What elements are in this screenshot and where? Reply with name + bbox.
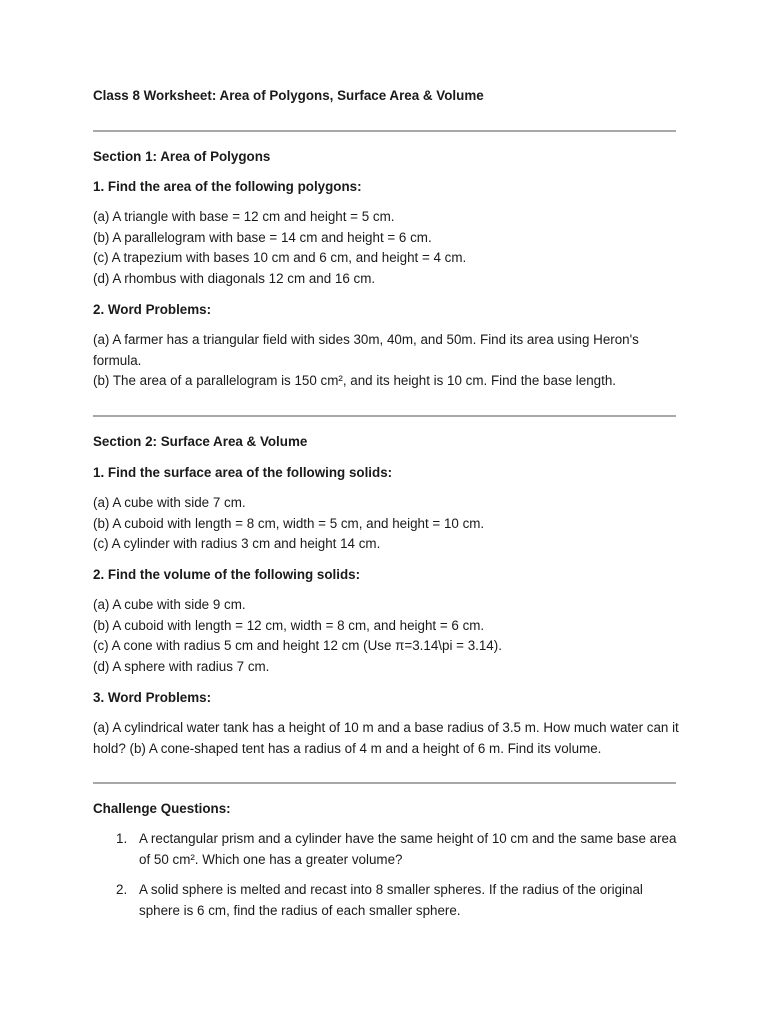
challenge-heading: Challenge Questions: (93, 801, 231, 816)
list-item: (c) A cylinder with radius 3 cm and height 14 cm. (93, 536, 381, 552)
section2-q3-text (93, 718, 683, 759)
list-item (93, 880, 683, 921)
list-item-number: 2. (116, 882, 128, 897)
section1-heading: Section 1: Area of Polygons (93, 149, 271, 164)
list-item (93, 829, 683, 870)
list-item: (a) A farmer has a triangular field with sides 30m, 40m, and 50m. Find its area using Heron's formula. (93, 332, 639, 368)
list-item: (d) A rhombus with diagonals 12 cm and 16 cm. (93, 271, 376, 287)
list-item: (a) A cube with side 7 cm. (93, 495, 246, 510)
list-item: (c) A trapezium with bases 10 cm and 6 cm, and height = 4 cm. (93, 250, 467, 266)
list-item: (b) The area of a parallelogram is 150 cm², and its height is 10 cm. Find the base length. (93, 373, 617, 389)
section1-q1-heading: 1. Find the area of the following polygons: (93, 179, 362, 194)
divider (93, 415, 676, 417)
list-item: (d) A sphere with radius 7 cm. (93, 659, 270, 675)
list-item: (b) A parallelogram with base = 14 cm and height = 6 cm. (93, 229, 432, 245)
section2-q1-heading: 1. Find the surface area of the following solids: (93, 465, 393, 480)
section1-q2-heading: 2. Word Problems: (93, 302, 212, 317)
list-item-text: A solid sphere is melted and recast into 8 smaller spheres. If the radius of the original sphere is 6 cm, find the radius of each smaller sphere. (139, 882, 643, 918)
list-item: (c) A cone with radius 5 cm and height 12 cm (Use π=3.14\pi = 3.14). (93, 638, 502, 654)
section2-q2-heading: 2. Find the volume of the following solids: (93, 567, 361, 582)
list-item: (a) A triangle with base = 12 cm and height = 5 cm. (93, 209, 395, 224)
section2-heading: Section 2: Surface Area & Volume (93, 434, 308, 449)
list-item-text: A rectangular prism and a cylinder have the same height of 10 cm and the same base area of 50 cm². Which one has a greater volume? (139, 831, 677, 867)
worksheet-title: Class 8 Worksheet: Area of Polygons, Surface Area & Volume (93, 88, 484, 103)
paragraph: (a) A cylindrical water tank has a height of 10 m and a base radius of 3.5 m. How much water can it hold? (b) A cone-shaped tent has a radius of 4 m and a height of 6 m. Find its volume. (93, 720, 679, 756)
section2-q2-list (93, 595, 683, 678)
list-item-number: 1. (116, 831, 128, 846)
section2-q3-heading: 3. Word Problems: (93, 690, 212, 705)
list-item: (b) A cuboid with length = 12 cm, width = 8 cm, and height = 6 cm. (93, 617, 485, 633)
section2-q1-list (93, 493, 683, 555)
divider (93, 130, 676, 132)
divider (93, 782, 676, 784)
list-item: (b) A cuboid with length = 8 cm, width = 5 cm, and height = 10 cm. (93, 515, 485, 531)
section1-q2-list (93, 330, 683, 392)
list-item: (a) A cube with side 9 cm. (93, 597, 246, 612)
section1-q1-list (93, 207, 683, 290)
challenge-list (93, 829, 683, 931)
